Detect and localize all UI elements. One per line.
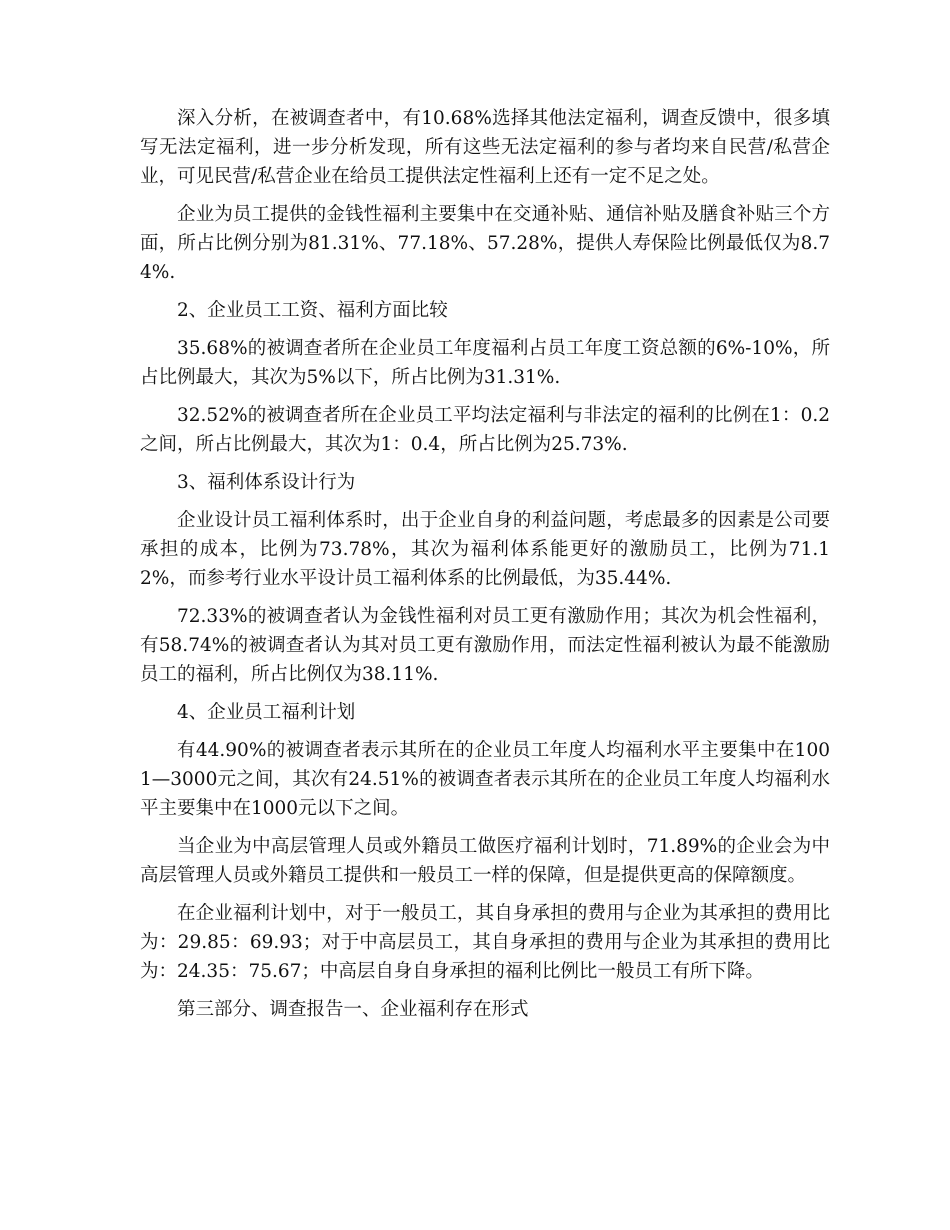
- paragraph-statutory-welfare-analysis: 深入分析，在被调查者中，有10.68%选择其他法定福利，调查反馈中，很多填写无法定福利，进一步分析发现，所有这些无法定福利的参与者均来自民营/私营企业，可见民营/私营企业在给员工提供法定性福利上还有一定不足之处。: [140, 108, 830, 187]
- paragraph-per-capita-welfare: 有44.90%的被调查者表示其所在的企业员工年度人均福利水平主要集中在1001—3000元之间，其次有24.51%的被调查者表示其所在的企业员工年度人均福利水平主要集中在1000元以下之间。: [140, 740, 830, 819]
- paragraph-medical-plan: 当企业为中高层管理人员或外籍员工做医疗福利计划时，71.89%的企业会为中高层管理人员或外籍员工提供和一般员工一样的保障，但是提供更高的保障额度。: [140, 836, 830, 886]
- paragraph-monetary-welfare: 企业为员工提供的金钱性福利主要集中在交通补贴、通信补贴及膳食补贴三个方面，所占比例分别为81.31%、77.18%、57.28%，提供人寿保险比例最低仅为8.74%.: [140, 204, 830, 283]
- section-heading-wages-welfare: 2、企业员工工资、福利方面比较: [177, 300, 448, 321]
- paragraph-welfare-ratio: 35.68%的被调查者所在企业员工年度福利占员工年度工资总额的6%-10%，所占比例最大，其次为5%以下，所占比例为31.31%.: [140, 338, 830, 388]
- section-heading-welfare-plan: 4、企业员工福利计划: [177, 702, 356, 723]
- paragraph-design-factors: 企业设计员工福利体系时，出于企业自身的利益问题，考虑最多的因素是公司要承担的成本，比例为73.78%，其次为福利体系能更好的激励员工，比例为71.12%，而参考行业水平设计员工福利体系的比例最低，为35.44%.: [140, 510, 830, 589]
- section-heading-part-three: 第三部分、调查报告一、企业福利存在形式: [177, 999, 529, 1020]
- document-body: [140, 104, 830, 1033]
- section-heading-system-design: 3、福利体系设计行为: [177, 472, 356, 493]
- paragraph-statutory-ratio: 32.52%的被调查者所在企业员工平均法定福利与非法定的福利的比例在1：0.2之间，所占比例最大，其次为1：0.4，所占比例为25.73%.: [140, 405, 830, 455]
- paragraph-cost-sharing: 在企业福利计划中，对于一般员工，其自身承担的费用与企业为其承担的费用比为：29.85：69.93；对于中高层员工，其自身承担的费用与企业为其承担的费用比为：24.35：75.67；中高层自身自身承担的福利比例比一般员工有所下降。: [140, 903, 830, 982]
- paragraph-incentive-effect: 72.33%的被调查者认为金钱性福利对员工更有激励作用；其次为机会性福利，有58.74%的被调查者认为其对员工更有激励作用，而法定性福利被认为最不能激励员工的福利，所占比例仅为38.11%.: [140, 606, 830, 685]
